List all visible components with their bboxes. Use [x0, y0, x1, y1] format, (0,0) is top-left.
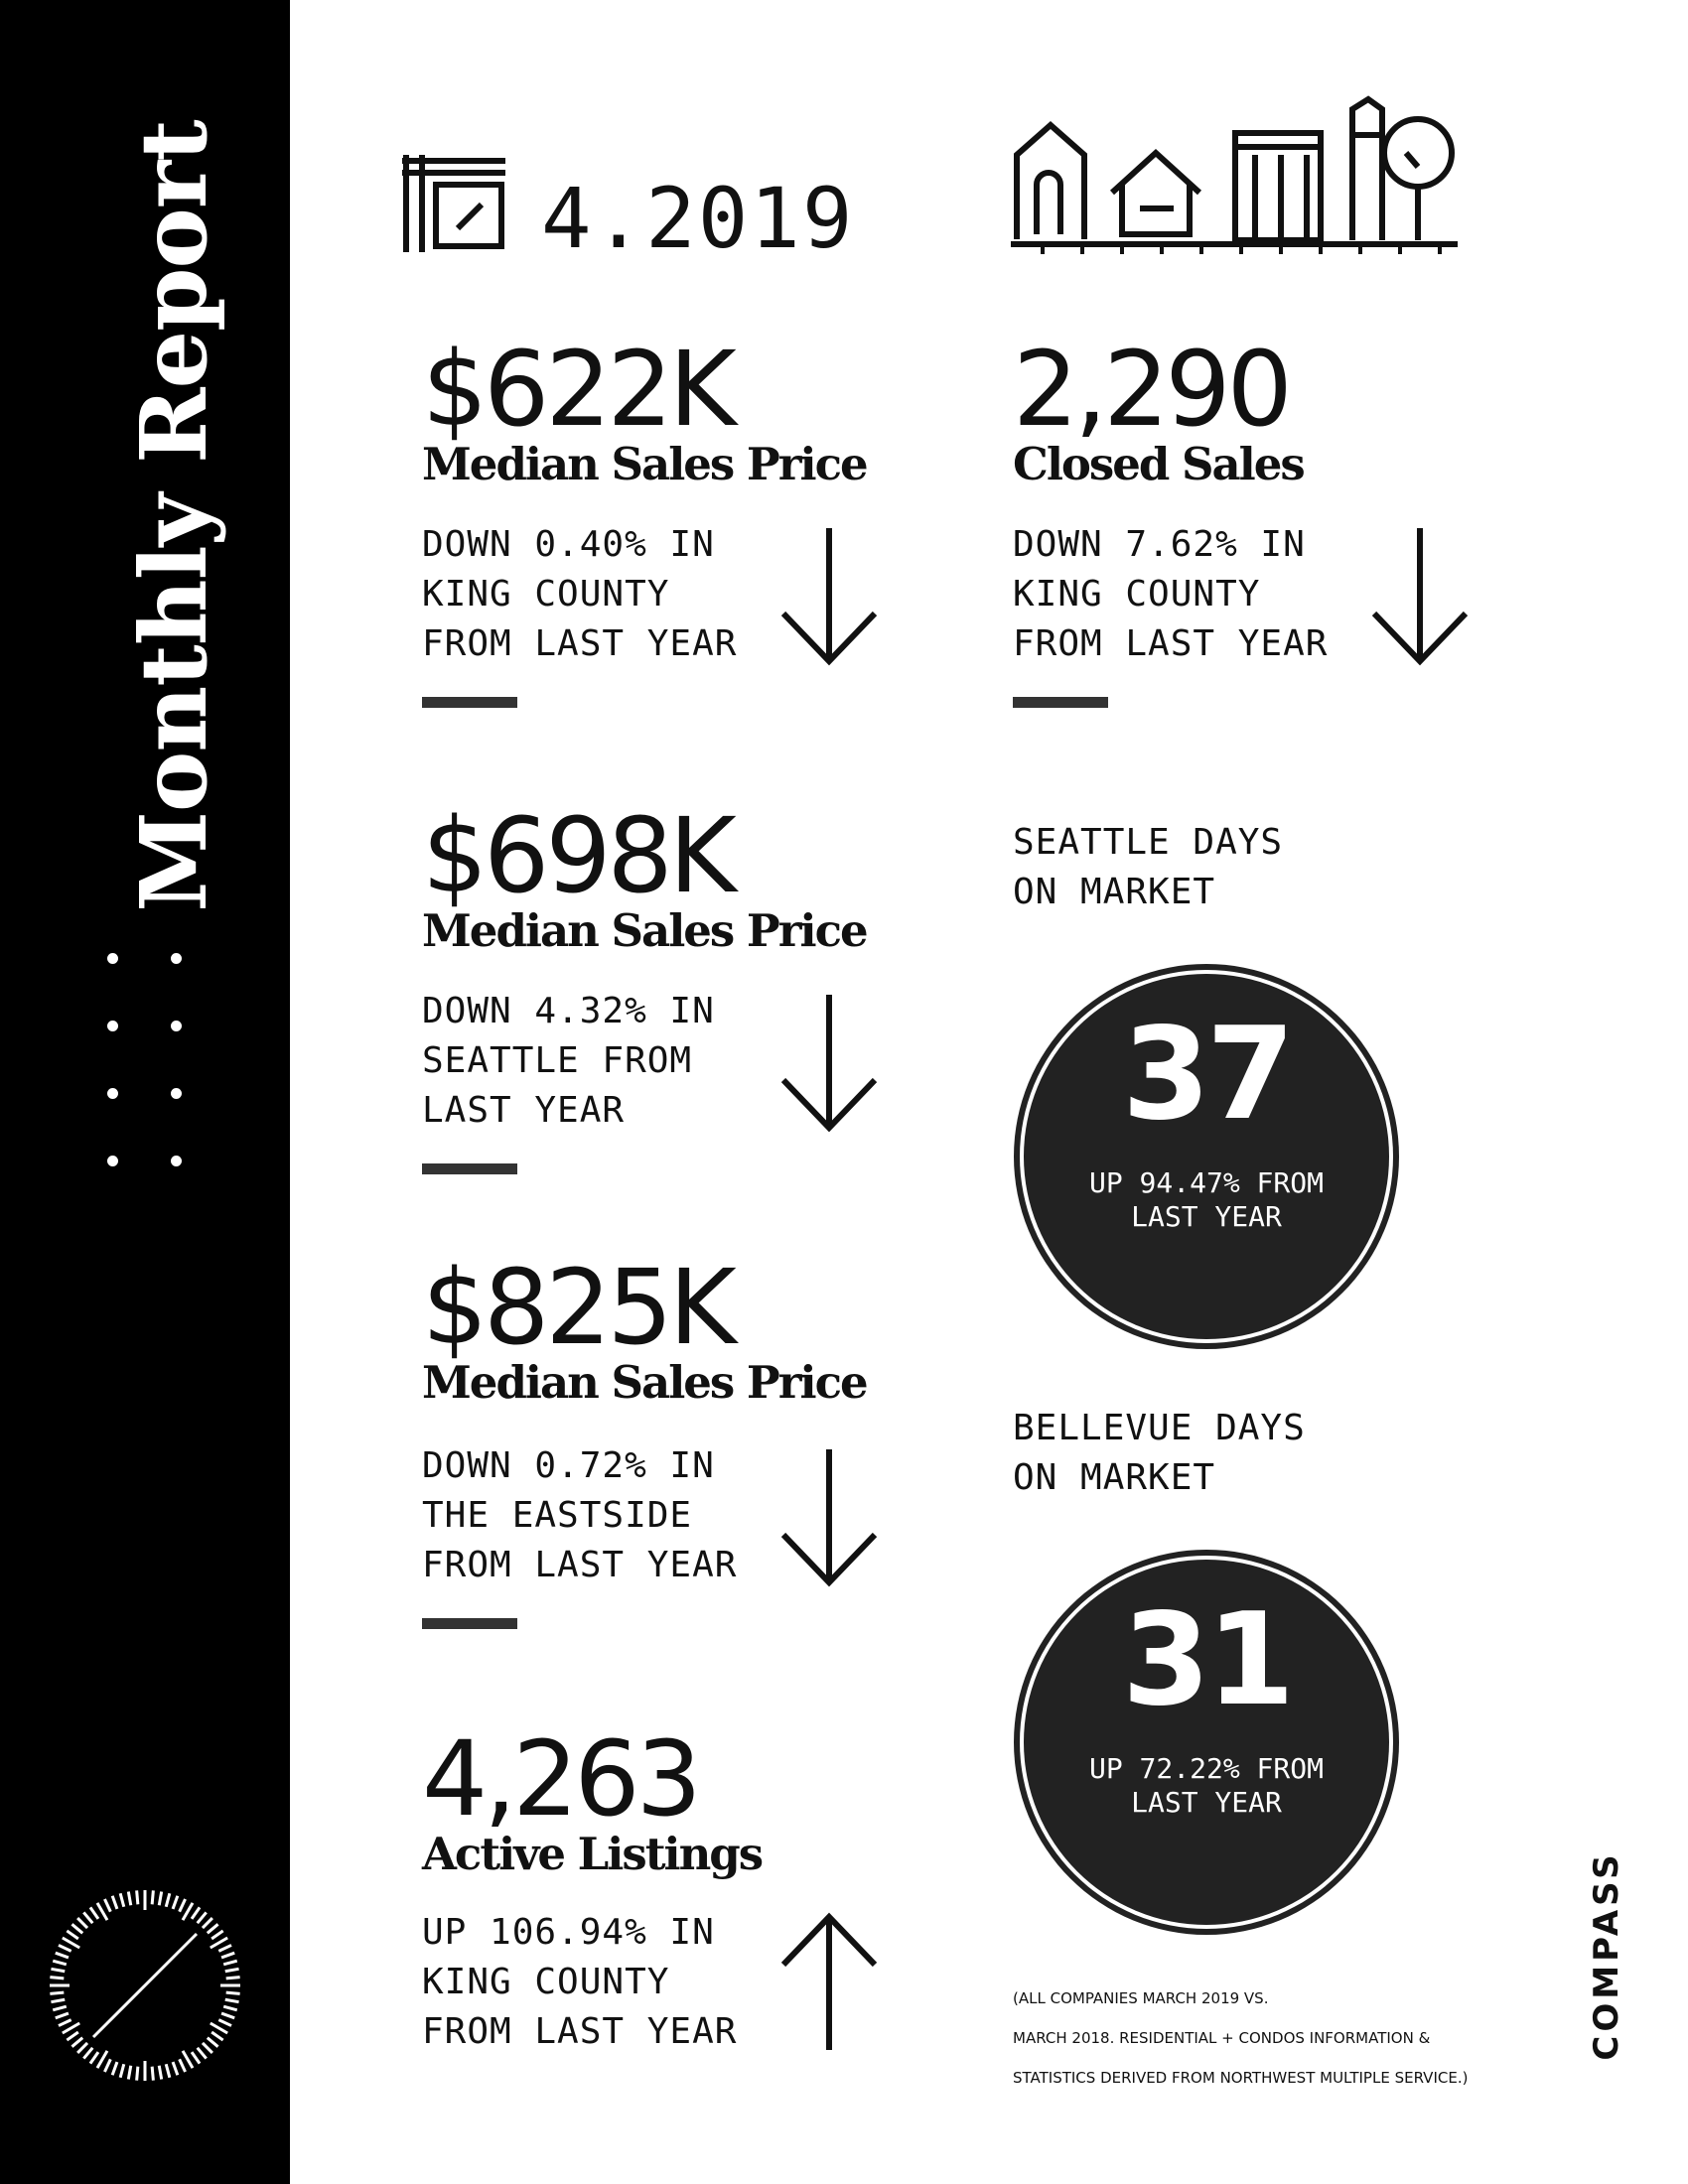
dial-tick — [223, 2006, 237, 2010]
seattle-days-change: UP 94.47% FROM LAST YEAR — [1088, 1166, 1324, 1233]
sea-price-label: Median Sales Price — [422, 904, 867, 957]
kc-price-label: Median Sales Price — [422, 438, 867, 490]
brand-logo: COMPASS — [1587, 1850, 1626, 2061]
dial-tick — [77, 2043, 87, 2053]
dial-tick — [83, 2048, 92, 2059]
listings-label: Active Listings — [422, 1828, 763, 1880]
arrow-down-icon — [779, 526, 879, 670]
dial-tick — [59, 1945, 71, 1951]
houses-skyline-icon — [1011, 95, 1477, 254]
dial-tick — [226, 1992, 240, 1993]
east-price-desc: DOWN 0.72% IN THE EASTSIDE FROM LAST YEAR — [422, 1445, 738, 1585]
dial-tick — [67, 2032, 77, 2040]
dial-tick — [211, 2032, 222, 2040]
bellevue-days-circle — [1024, 1560, 1389, 1925]
dial-tick — [71, 2038, 82, 2047]
kc-sales-value: 2,290 — [1013, 329, 1289, 450]
kc-price-desc: DOWN 0.40% IN KING COUNTY FROM LAST YEAR — [422, 524, 738, 664]
dial-tick — [166, 1893, 170, 1907]
dial-tick — [104, 2059, 110, 2072]
footnote-line: (ALL COMPANIES MARCH 2019 VS. — [1013, 1989, 1269, 2007]
dial-tick — [180, 1899, 186, 1912]
arrow-down-icon — [779, 1447, 879, 1591]
dial-tick — [53, 1961, 67, 1965]
dial-tick — [203, 1918, 212, 1928]
kc-price-value: $622K — [422, 329, 733, 450]
dial-tick — [71, 1924, 82, 1933]
dial-tick — [51, 1999, 65, 2001]
east-price-label: Median Sales Price — [422, 1356, 867, 1409]
dial-needle — [93, 1934, 197, 2037]
dial-tick — [208, 2038, 218, 2047]
dial-tick — [51, 1969, 65, 1971]
seattle-days-heading: SEATTLE DAYS ON MARKET — [1013, 822, 1284, 912]
dial-tick — [159, 1891, 161, 1905]
east-price-value: $825K — [422, 1247, 733, 1368]
dial-tick — [226, 1978, 240, 1979]
dial-tick — [53, 2006, 67, 2010]
dial-tick — [50, 1992, 64, 1993]
dial-tick — [83, 1912, 92, 1923]
kc-sales-label: Closed Sales — [1013, 438, 1304, 490]
arrow-down-icon — [779, 993, 879, 1137]
dial-tick — [208, 1924, 218, 1933]
dial-tick — [56, 2013, 69, 2018]
footnote-line: MARCH 2018. RESIDENTIAL + CONDOS INFORMATION & — [1013, 2029, 1431, 2047]
dial-tick — [159, 2066, 161, 2080]
dial-tick — [198, 2048, 207, 2059]
dial-tick — [50, 1978, 64, 1979]
dial-tick — [192, 1907, 200, 1918]
divider-dash — [422, 697, 517, 708]
dial-tick — [198, 1912, 207, 1923]
dial-tick — [128, 2066, 130, 2080]
divider-dash — [422, 1163, 517, 1174]
dial-tick — [90, 2052, 98, 2063]
dial-tick — [152, 2067, 153, 2081]
divider-dash — [1013, 697, 1108, 708]
dial-tick — [203, 2043, 212, 2053]
dial-tick — [192, 2052, 200, 2063]
dial-tick — [128, 1891, 130, 1905]
dial-tick — [221, 2013, 234, 2018]
dial-tick — [112, 1896, 117, 1909]
dial-tick — [180, 2059, 186, 2072]
dial-logo-icon — [46, 1886, 244, 2085]
seattle-days-circle — [1024, 974, 1389, 1339]
dial-tick — [218, 1945, 231, 1951]
divider-dash — [422, 1618, 517, 1629]
bellevue-days-value: 31 — [1121, 1586, 1292, 1734]
dial-tick — [90, 1907, 98, 1918]
dial-tick — [211, 1931, 222, 1939]
dial-tick — [120, 2064, 124, 2078]
dial-tick — [104, 1899, 110, 1912]
dial-tick — [137, 1890, 138, 1904]
sea-price-value: $698K — [422, 795, 733, 916]
dial-tick — [77, 1918, 87, 1928]
report-date: 4.2019 — [541, 170, 855, 267]
dial-tick — [120, 1893, 124, 1907]
arrow-down-icon — [1370, 526, 1470, 670]
dial-tick — [112, 2062, 117, 2075]
dial-tick — [225, 1969, 239, 1971]
dial-tick — [218, 2020, 231, 2026]
footnote-line: STATISTICS DERIVED FROM NORTHWEST MULTIPLE SERVICE.) — [1013, 2069, 1469, 2087]
dial-tick — [152, 1890, 153, 1904]
dial-tick — [173, 2062, 178, 2075]
sign-icon — [402, 149, 511, 258]
kc-sales-desc: DOWN 7.62% IN KING COUNTY FROM LAST YEAR — [1013, 524, 1329, 664]
dial-tick — [223, 1961, 237, 1965]
listings-value: 4,263 — [422, 1718, 698, 1840]
sidebar-title: Monthly Report — [120, 120, 227, 912]
arrow-up-icon — [779, 1908, 879, 2052]
dial-tick — [137, 2067, 138, 2081]
bellevue-days-heading: BELLEVUE DAYS ON MARKET — [1013, 1408, 1306, 1498]
dial-tick — [173, 1896, 178, 1909]
sea-price-desc: DOWN 4.32% IN SEATTLE FROM LAST YEAR — [422, 991, 715, 1131]
dial-tick — [221, 1953, 234, 1958]
dial-tick — [166, 2064, 170, 2078]
listings-desc: UP 106.94% IN KING COUNTY FROM LAST YEAR — [422, 1912, 738, 2052]
dial-tick — [225, 1999, 239, 2001]
dial-tick — [59, 2020, 71, 2026]
seattle-days-value: 37 — [1121, 1001, 1292, 1149]
dial-tick — [56, 1953, 69, 1958]
sidebar — [0, 0, 290, 2184]
bellevue-days-change: UP 72.22% FROM LAST YEAR — [1088, 1752, 1324, 1819]
dial-tick — [67, 1931, 77, 1939]
